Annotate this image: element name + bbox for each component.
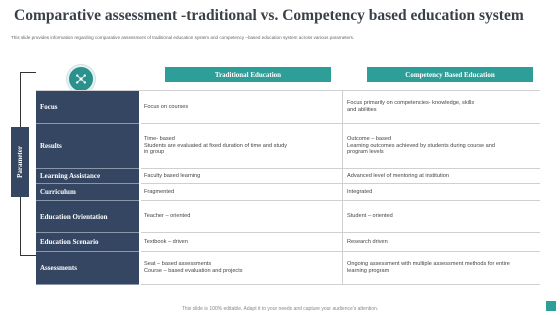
table-row [36, 124, 540, 169]
table-row [36, 184, 540, 201]
cell-line: learning program [347, 268, 390, 274]
table-row [36, 201, 540, 233]
cell-line: Advanced level of mentoring at institution [347, 172, 449, 179]
column-header-competency: Competency Based Education [367, 67, 533, 82]
traditional-cell [141, 169, 343, 184]
row-label: Learning Assistance [36, 169, 139, 184]
column-header-traditional: Traditional Education [165, 67, 331, 82]
cell-line: Faculty based learning [144, 172, 201, 179]
people-network-icon [67, 65, 95, 93]
row-label: Focus [36, 91, 139, 124]
cell-line: Fragmented [144, 188, 175, 195]
competency-cell [343, 233, 540, 252]
competency-cell [343, 184, 540, 201]
corner-accent [546, 301, 556, 311]
cell-line: and abilities [347, 107, 377, 113]
cell-line: Student – oriented [347, 213, 393, 220]
cell-line: Seat – based assessments [144, 261, 212, 268]
table-row [36, 233, 540, 252]
table-row [36, 91, 540, 124]
cell-line: Ongoing assessment with multiple assessment methods for entire [347, 261, 510, 268]
row-label: Results [36, 124, 139, 169]
competency-cell [343, 124, 540, 169]
cell-line: Teacher – oriented [144, 213, 191, 220]
cell-line: Focus on courses [144, 103, 189, 110]
competency-cell [343, 169, 540, 184]
traditional-cell [141, 124, 343, 169]
table-row [36, 169, 540, 184]
page-title: Comparative assessment -traditional vs. Competency based education system [14, 7, 524, 24]
traditional-cell [141, 233, 343, 252]
cell-line: Learning outcomes achieved by students during course and [347, 142, 496, 149]
footer-note: This slide is 100% editable. Adapt it to your needs and capture your audience's attention. [181, 306, 379, 312]
competency-cell [343, 201, 540, 233]
traditional-cell [141, 184, 343, 201]
table-row [36, 252, 540, 285]
cell-line: Focus primarily on competencies- knowledge, skills [347, 100, 475, 107]
cell-line: in group [144, 149, 165, 156]
traditional-cell [141, 252, 343, 285]
cell-line: Research driven [347, 238, 388, 245]
traditional-cell [141, 91, 343, 124]
cell-line: Time- based [144, 136, 175, 143]
competency-cell [343, 252, 540, 285]
row-label: Education Orientation [36, 201, 139, 233]
cell-line: program levels [347, 149, 384, 156]
cell-line: Textbook – driven [144, 238, 188, 245]
competency-cell [343, 91, 540, 124]
traditional-cell [141, 201, 343, 233]
row-label: Curriculum [36, 184, 139, 201]
row-label: Education Scenario [36, 233, 139, 252]
row-label: Assessments [36, 252, 139, 285]
cell-line: Integrated [347, 188, 373, 195]
parameter-label: Parameter [11, 127, 29, 197]
page-subtitle: This slide provides information regarding comparative assessment of traditional education system and competency –based education system across various parameters. [11, 35, 355, 40]
cell-line: Students are evaluated at fixed duration of time and study [144, 142, 288, 149]
cell-line: Outcome – based [347, 136, 392, 143]
cell-line: Course – based evaluation and projects [144, 268, 243, 274]
